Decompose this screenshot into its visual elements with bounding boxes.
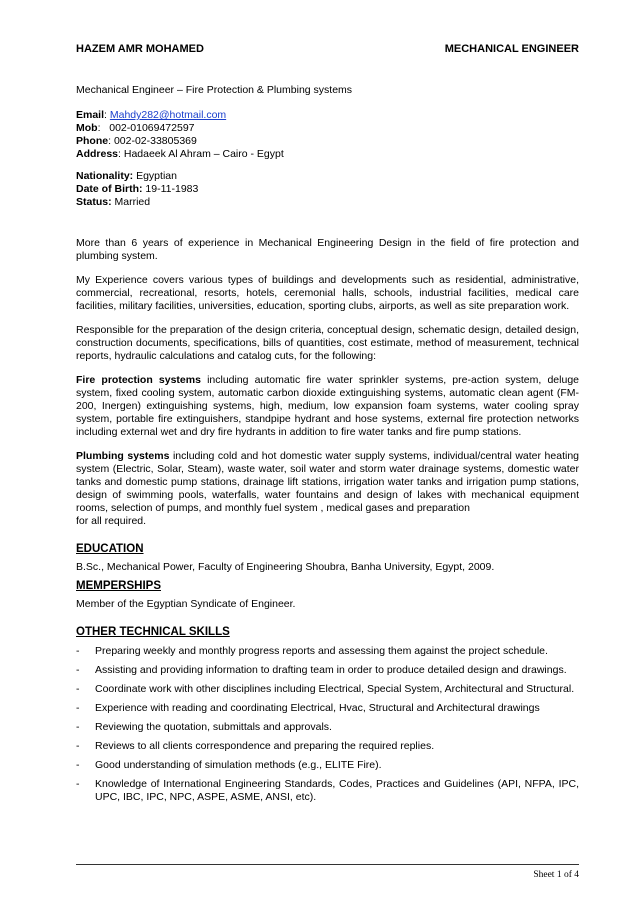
skill-item bbox=[76, 721, 579, 734]
memberships-section bbox=[76, 580, 579, 611]
bullet-dash: - bbox=[76, 645, 80, 657]
skill-text: Preparing weekly and monthly progress reports and assessing them against the project schedule. bbox=[95, 645, 548, 657]
skill-text: Experience with reading and coordinating Electrical, Hvac, Structural and Architectural drawings bbox=[95, 702, 540, 714]
resume-page bbox=[76, 0, 579, 903]
skill-text: Assisting and providing information to drafting team in order to produce detailed design and drawings. bbox=[95, 664, 567, 676]
skills-list bbox=[76, 645, 579, 810]
dob-label: Date of Birth: bbox=[76, 183, 143, 195]
bullet-dash: - bbox=[76, 778, 80, 790]
skill-text: Good understanding of simulation methods (e.g., ELITE Fire). bbox=[95, 759, 382, 771]
plumbing-paragraph-end: for all required. bbox=[76, 515, 147, 527]
personal-block bbox=[76, 170, 579, 209]
skill-item bbox=[76, 759, 579, 772]
plumbing-label: Plumbing systems bbox=[76, 450, 170, 462]
plumbing-paragraph bbox=[76, 450, 579, 515]
address-line: Address: Hadaeek Al Ahram – Cairo - Egypt bbox=[76, 148, 284, 160]
email-link[interactable]: Mahdy282@hotmail.com bbox=[109, 109, 227, 121]
skills-heading: OTHER TECHNICAL SKILLS bbox=[76, 626, 230, 638]
plumbing-text: including cold and hot domestic water supply systems, individual/central water heating system (Electric, Solar, Steam), waste water, soil water and storm water drainage systems, domestic water tanks and domestic pump stations, drainage lift stations, irrigation water tanks and irrigation pump stations, design of swimming pools, waterfalls, water fountains and design of lakes with mechanical equipment rooms, selection of pumps, and monthly fuel system , medical gases and preparation bbox=[76, 450, 579, 514]
bullet-dash: - bbox=[76, 721, 80, 733]
phone-line: Phone: 002-02-33805369 bbox=[76, 135, 197, 147]
header-name: HAZEM AMR MOHAMED bbox=[76, 43, 204, 55]
education-heading: EDUCATION bbox=[76, 543, 144, 555]
sheet-number: Sheet 1 of 4 bbox=[533, 870, 579, 880]
footer-divider bbox=[76, 864, 579, 865]
email-line: Email: Mahdy282@hotmail.com bbox=[76, 109, 227, 121]
bullet-dash: - bbox=[76, 702, 80, 714]
address-label: Address bbox=[76, 148, 119, 160]
skill-item bbox=[76, 702, 579, 715]
fire-protection-text: including automatic fire water sprinkler systems, pre-action system, deluge system, fixed cooling system, automatic carbon dioxide extinguishing systems, automatic clean agent (FM-200, Inergen) extinguishing systems, high, medium, low expansion foam systems, water cooling spray system, portable fire extinguishers, standpipe hydrant and hose systems, external fire protection networks including external wet and dry fire hydrants in addition to fire water tanks and fire pump stations. bbox=[76, 374, 579, 438]
phone-label: Phone bbox=[76, 135, 109, 147]
skill-text: Coordinate work with other disciplines including Electrical, Special System, Architectural and Structural. bbox=[95, 683, 575, 695]
memberships-text: Member of the Egyptian Syndicate of Engineer. bbox=[76, 598, 296, 610]
summary-paragraph-3: Responsible for the preparation of the design criteria, conceptual design, schematic design, detailed design, construction documents, specifications, bills of quantities, cost estimate, method of measurement, technical reports, hydraulic calculations and catalog cuts, for the following: bbox=[76, 324, 579, 362]
education-text: B.Sc., Mechanical Power, Faculty of Engineering Shoubra, Banha University, Egypt, 2009. bbox=[76, 561, 495, 573]
subtitle: Mechanical Engineer – Fire Protection & Plumbing systems bbox=[76, 84, 353, 96]
status-value: Married bbox=[114, 196, 151, 208]
nationality-label: Nationality: bbox=[76, 170, 134, 182]
skill-text: Reviews to all clients correspondence and preparing the required replies. bbox=[95, 740, 435, 752]
subtitle-block bbox=[76, 84, 579, 97]
summary-paragraph-1: More than 6 years of experience in Mechanical Engineering Design in the field of fire protection and plumbing system. bbox=[76, 237, 579, 262]
bullet-dash: - bbox=[76, 683, 80, 695]
skill-item bbox=[76, 683, 579, 696]
skills-section bbox=[76, 626, 579, 638]
skill-item bbox=[76, 740, 579, 753]
status-label: Status: bbox=[76, 196, 112, 208]
summary-block bbox=[76, 237, 579, 528]
mob-line: Mob: 002-01069472597 bbox=[76, 122, 195, 134]
header-role: MECHANICAL ENGINEER bbox=[444, 43, 579, 55]
fire-protection-paragraph bbox=[76, 374, 579, 439]
bullet-dash: - bbox=[76, 740, 80, 752]
education-section bbox=[76, 543, 579, 574]
skill-item bbox=[76, 645, 579, 658]
bullet-dash: - bbox=[76, 664, 80, 676]
mob-value: 002-01069472597 bbox=[109, 122, 195, 134]
fire-protection-label: Fire protection systems bbox=[76, 374, 201, 386]
nationality-value: Egyptian bbox=[136, 170, 177, 182]
dob-value: 19-11-1983 bbox=[145, 183, 199, 195]
dob-line bbox=[76, 183, 579, 196]
skill-item bbox=[76, 664, 579, 677]
email-label: Email bbox=[76, 109, 105, 121]
bullet-dash: - bbox=[76, 759, 80, 771]
skill-text: Reviewing the quotation, submittals and approvals. bbox=[95, 721, 332, 733]
memberships-heading: MEMPERSHIPS bbox=[76, 580, 161, 592]
summary-paragraph-2: My Experience covers various types of buildings and developments such as residential, administrative, commercial, recreational, resorts, hotels, ceremonial halls, schools, industrial facilities, medical care facilities, military facilities, universities, education, sporting clubs, airports, as well as site preparation work. bbox=[76, 274, 579, 312]
skill-item bbox=[76, 778, 579, 804]
nationality-line bbox=[76, 170, 579, 183]
contact-block bbox=[76, 109, 579, 161]
address-value: Hadaeek Al Ahram – Cairo - Egypt bbox=[123, 148, 284, 160]
skill-text: Knowledge of International Engineering Standards, Codes, Practices and Guidelines (API, NFPA, IPC, UPC, IBC, IPC, NPC, ASPE, ASME, ANSI, etc). bbox=[95, 778, 579, 803]
status-line bbox=[76, 196, 579, 209]
phone-value: 002-02-33805369 bbox=[113, 135, 197, 147]
mob-label: Mob bbox=[76, 122, 98, 134]
